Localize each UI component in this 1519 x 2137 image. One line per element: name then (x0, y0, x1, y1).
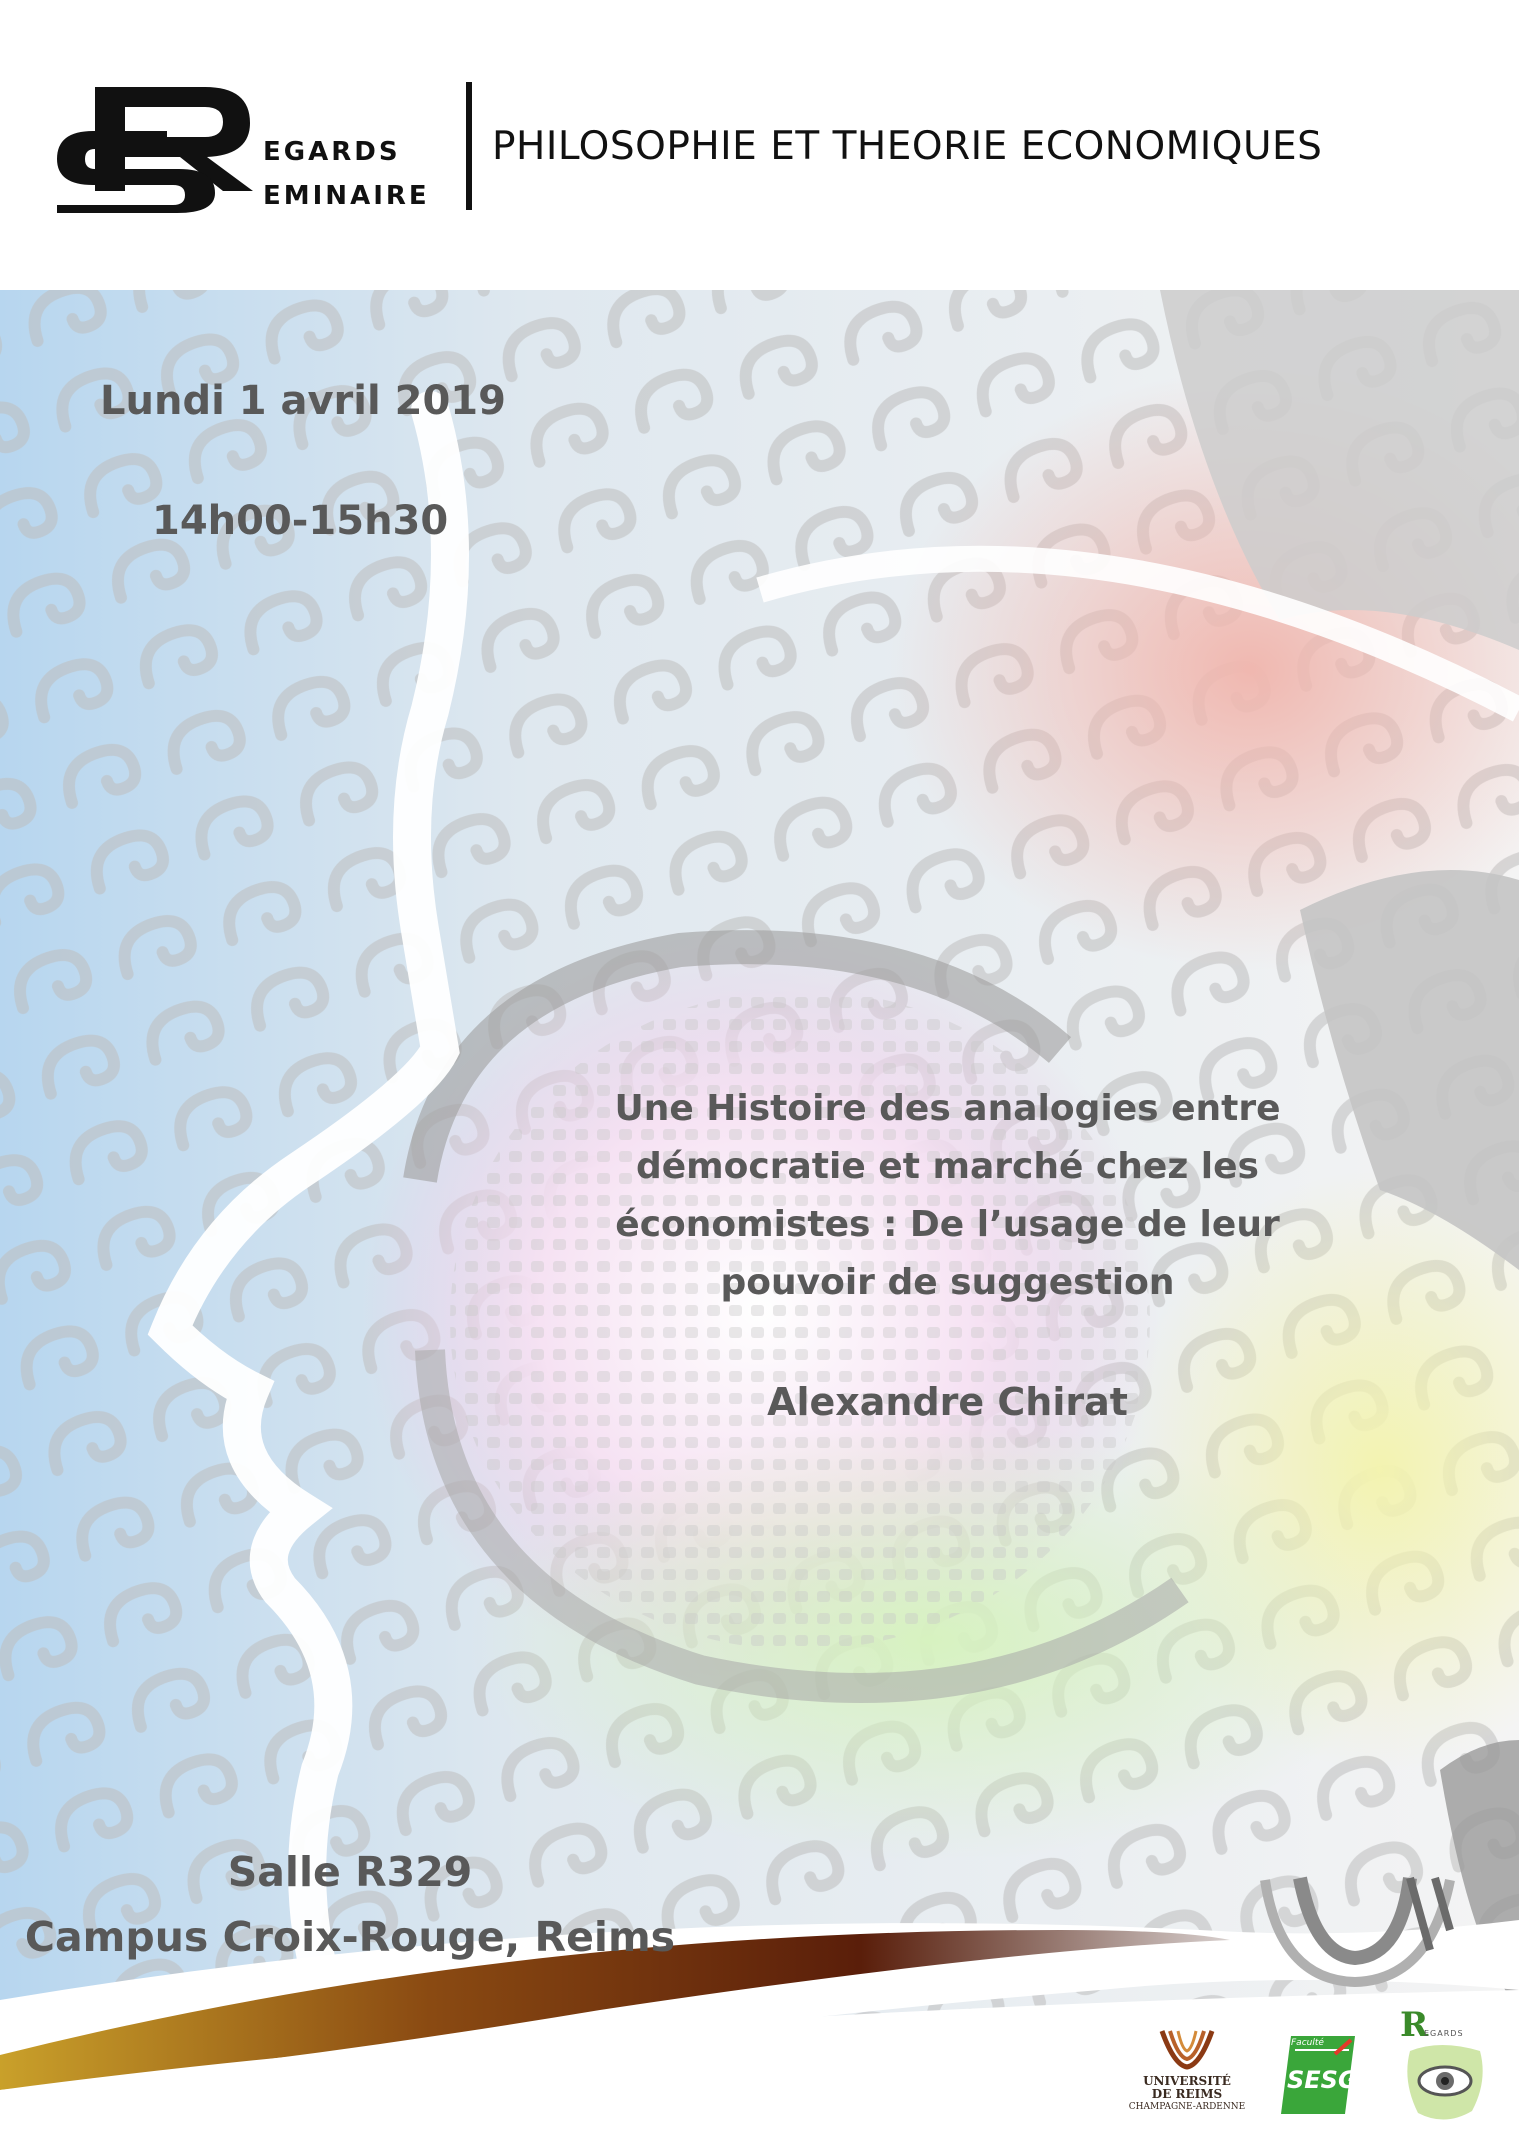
sr-monogram (55, 85, 265, 215)
sesg-label: SESG (1287, 2066, 1358, 2094)
regards-word: EGARDS (1424, 2029, 1464, 2038)
urca-line-2: DE REIMS (1151, 2087, 1223, 2101)
event-room: Salle R329 (227, 1848, 473, 1896)
universite-reims-logo (1118, 2025, 1256, 2125)
regards-r-letter: R (1400, 2005, 1429, 2045)
header-divider (466, 82, 472, 210)
faculte-sesg-logo (1277, 2030, 1359, 2120)
urca-line-1: UNIVERSITÉ (1143, 2074, 1231, 2088)
logo-word-regards: EGARDS (263, 137, 401, 167)
event-time: 14h00-15h30 (152, 498, 449, 544)
event-date: Lundi 1 avril 2019 (100, 378, 506, 424)
event-campus: Campus Croix-Rouge, Reims (24, 1913, 676, 1961)
regards-seminaire-logo (55, 85, 430, 215)
regards-eye-icon (1400, 2041, 1490, 2125)
urca-line-3: CHAMPAGNE-ARDENNE (1128, 2102, 1246, 2112)
urca-u-emblem (1260, 1870, 1460, 1990)
speaker-name: Alexandre Chirat (767, 1380, 1128, 1424)
logo-word-seminaire: EMINAIRE (263, 181, 430, 211)
talk-title: Une Histoire des analogies entre démocratie et marché chez les économistes : De l’usage de leur pouvoir de suggestion (614, 1088, 1281, 1303)
poster-header (0, 0, 1519, 290)
regards-lab-logo (1400, 2005, 1490, 2125)
urca-fan-icon (1118, 2025, 1256, 2075)
series-title: PHILOSOPHIE ET THEORIE ECONOMIQUES (492, 124, 1323, 169)
sesg-faculte-label: Faculté (1291, 2038, 1324, 2048)
